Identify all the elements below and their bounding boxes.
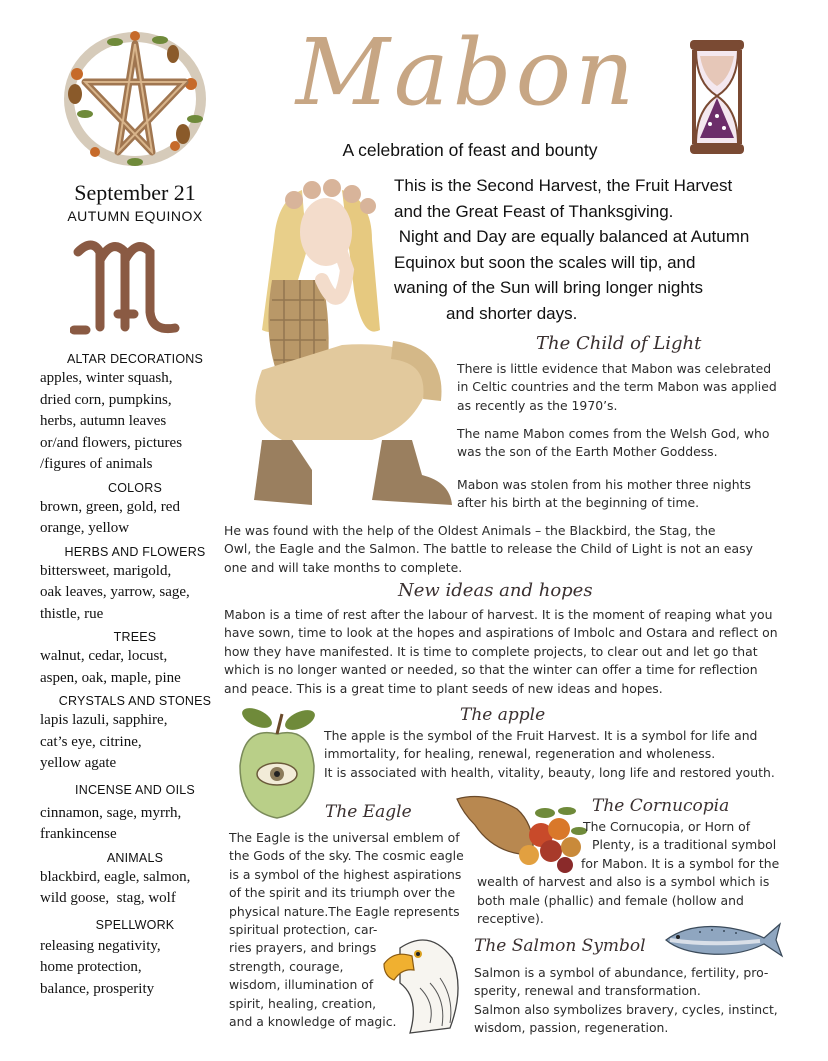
cornucopia-heading: The Cornucopia — [592, 796, 730, 816]
text-line: sperity, renewal and transformation. — [474, 983, 701, 999]
text-line: ries prayers, and brings — [229, 940, 377, 956]
hourglass-icon — [686, 38, 748, 156]
text-line: The apple is the symbol of the Fruit Harvest. It is a symbol for life and — [324, 728, 758, 743]
incense-list — [40, 803, 230, 846]
spellwork-list — [40, 936, 230, 1001]
intro-line: Equinox but soon the scales will tip, and — [394, 252, 696, 272]
text-line: have sown, time to look at the hopes and aspirations of Imbolc and Ostara and reflect on — [224, 625, 778, 641]
list-item: wild goose, stag, wolf — [40, 890, 176, 906]
list-item: balance, prosperity — [40, 980, 155, 997]
pentacle-wreath-icon — [55, 24, 215, 174]
text-line: The name Mabon comes from the Welsh God, who — [457, 426, 770, 441]
text-line: receptive). — [477, 911, 544, 927]
list-item: apples, winter squash, — [40, 370, 173, 386]
apple-eye-icon — [232, 706, 322, 826]
list-item: lapis lazuli, sapphire, — [40, 712, 168, 728]
intro-line: Night and Day are equally balanced at Autumn — [394, 227, 750, 246]
list-item: bittersweet, marigold, — [40, 562, 172, 579]
salmon-paragraph — [474, 964, 819, 1038]
text-line: There is little evidence that Mabon was celebrated — [457, 361, 772, 376]
child-paragraph-2 — [457, 425, 817, 462]
trees-heading: TREES — [113, 630, 157, 644]
list-item: yellow agate — [40, 755, 117, 771]
text-line: in Celtic countries and the term Mabon was applied — [457, 379, 777, 395]
text-line: strength, courage, — [229, 958, 344, 974]
list-item: /figures of animals — [40, 456, 153, 472]
intro-line: and shorter days. — [446, 303, 578, 323]
text-line: Owl, the Eagle and the Salmon. The battle to release the Child of Light is not an easy — [224, 541, 753, 557]
colors-list — [40, 497, 230, 540]
text-line: physical nature.The Eagle represents — [229, 903, 460, 919]
incense-heading: INCENSE AND OILS — [75, 782, 195, 797]
text-line: immortality, for healing, renewal, regeneration and wholeness. — [324, 746, 716, 762]
colors-heading: COLORS — [108, 480, 162, 495]
child-heading: The Child of Light — [536, 333, 702, 354]
text-line: is a symbol of the highest aspirations — [229, 866, 462, 882]
apple-heading: The apple — [460, 705, 546, 725]
list-item: thistle, rue — [40, 605, 104, 622]
text-line: one and will take months to complete. — [224, 559, 463, 575]
child-paragraph-3 — [457, 476, 817, 513]
text-line: The Cornucopia, or Horn of — [583, 819, 751, 834]
text-line: Salmon also symbolizes bravery, cycles, instinct, — [474, 1001, 778, 1017]
intro-line: and the Great Feast of Thanksgiving. — [394, 201, 674, 221]
text-line: and peace. This is a great time to plant seeds of new ideas and hopes. — [224, 680, 663, 696]
list-item: cinnamon, sage, myrrh, — [40, 804, 182, 821]
text-line: after his birth at the beginning of time. — [457, 495, 700, 511]
list-item: cat’s eye, citrine, — [40, 733, 142, 750]
intro-line: This is the Second Harvest, the Fruit Harvest — [394, 176, 733, 195]
list-item: home protection, — [40, 959, 142, 975]
text-line: wisdom, passion, regeneration. — [474, 1020, 669, 1036]
date-label: September 21 — [74, 180, 196, 205]
text-line: spirit, healing, creation, — [229, 995, 377, 1011]
list-item: frankincense — [40, 826, 117, 842]
altar-list — [40, 368, 230, 476]
cornucopia-paragraph — [477, 818, 822, 928]
list-item: walnut, cedar, locust, — [40, 648, 168, 664]
text-line: Plenty, is a traditional symbol — [592, 837, 777, 853]
list-item: herbs, autumn leaves — [40, 413, 167, 429]
list-item: releasing negativity, — [40, 937, 161, 954]
trees-list — [40, 646, 230, 689]
list-item: brown, green, gold, red — [40, 498, 180, 515]
eagle-heading: The Eagle — [325, 802, 412, 822]
list-item: orange, yellow — [40, 520, 130, 536]
text-line: spiritual protection, car- — [229, 922, 378, 938]
apple-paragraph — [324, 727, 822, 782]
salmon-fish-icon — [660, 916, 784, 962]
text-line: which is no longer wanted or needed, so that the winter can offer a time for reflection — [224, 662, 758, 678]
animals-heading: ANIMALS — [106, 850, 164, 865]
text-line: and a knowledge of magic. — [229, 1014, 397, 1030]
text-line: how they have manifested. It is time to complete projects, to clear out and let go that — [224, 643, 758, 659]
equinox-label: AUTUMN EQUINOX — [67, 208, 203, 224]
animals-list — [40, 867, 230, 910]
text-line: of the spirit and its triumph over the — [229, 885, 456, 901]
page-title: Mabon — [295, 19, 639, 126]
mabon-child-illustration — [222, 170, 457, 515]
list-item: aspen, oak, maple, pine — [40, 669, 181, 686]
herbs-list — [40, 561, 230, 626]
sidebar — [40, 352, 230, 1000]
ideas-heading: New ideas and hopes — [398, 580, 593, 601]
list-item: blackbird, eagle, salmon, — [40, 868, 191, 885]
eagle-head-icon — [380, 928, 465, 1038]
text-line: for Mabon. It is a symbol for the — [581, 855, 780, 871]
page-subtitle: A celebration of feast and bounty — [342, 140, 598, 160]
list-item: or/and flowers, pictures — [40, 434, 183, 451]
text-line: wealth of harvest and also is a symbol which is — [477, 874, 770, 890]
virgo-symbol-icon — [70, 232, 190, 342]
crystals-list — [40, 710, 230, 775]
intro-line: waning of the Sun will bring longer nights — [394, 278, 704, 297]
text-line: as recently as the 1970’s. — [457, 397, 618, 413]
text-line: Mabon is a time of rest after the labour of harvest. It is the moment of reaping what you — [224, 607, 773, 622]
text-line: wisdom, illumination of — [229, 977, 374, 993]
text-line: The Eagle is the universal emblem of — [229, 830, 460, 845]
text-line: the Gods of the sky. The cosmic eagle — [229, 848, 464, 864]
text-line: Salmon is a symbol of abundance, fertility, pro- — [474, 965, 769, 980]
list-item: oak leaves, yarrow, sage, — [40, 584, 190, 600]
text-line: Mabon was stolen from his mother three nights — [457, 477, 751, 492]
child-paragraph-4 — [224, 522, 820, 577]
child-paragraph-1 — [457, 360, 817, 415]
list-item: dried corn, pumpkins, — [40, 391, 172, 408]
herbs-heading: HERBS AND FLOWERS — [64, 544, 206, 559]
text-line: both male (phallic) and female (hollow and — [477, 892, 744, 908]
altar-heading: ALTAR DECORATIONS — [66, 352, 204, 366]
text-line: It is associated with health, vitality, beauty, long life and restored youth. — [324, 764, 775, 780]
spellwork-heading: SPELLWORK — [95, 917, 175, 932]
text-line: He was found with the help of the Oldest Animals – the Blackbird, the Stag, the — [224, 523, 716, 538]
text-line: was the son of the Earth Mother Goddess. — [457, 444, 718, 460]
intro-paragraph — [394, 173, 814, 326]
ideas-paragraph — [224, 606, 822, 698]
crystals-heading: CRYSTALS AND STONES — [58, 694, 212, 708]
salmon-heading: The Salmon Symbol — [474, 936, 646, 956]
